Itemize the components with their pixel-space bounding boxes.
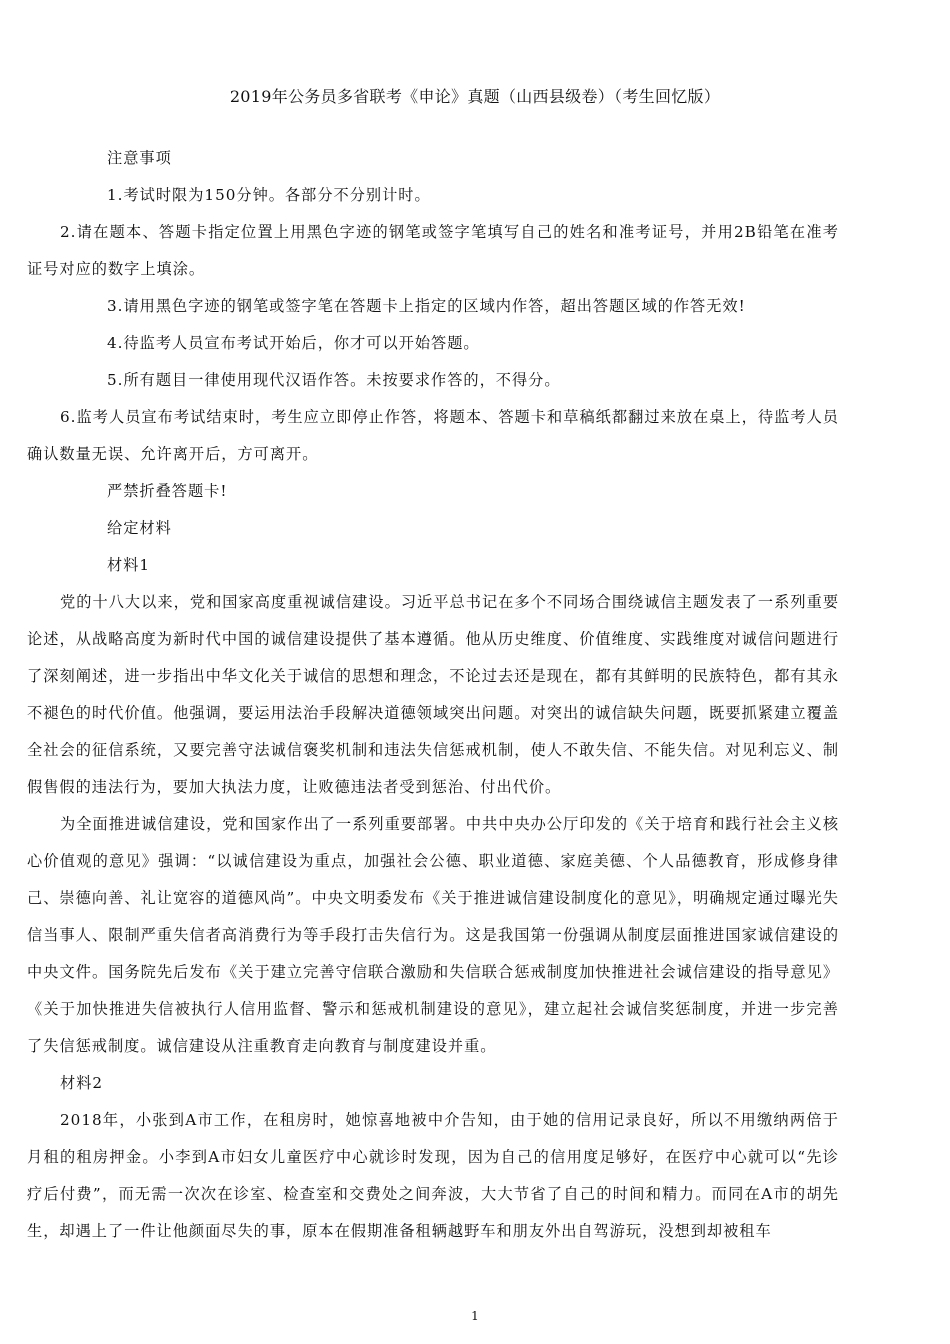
material2-paragraph: 2018年，小张到A市工作，在租房时，她惊喜地被中介告知，由于她的信用记录良好，所以不用缴纳两倍于月租的租房押金。小李到A市妇女儿童医疗中心就诊时发现，因为自己的信用度足够好，在医疗中心就可以“先诊疗后付费”，而无需一次次在诊室、检查室和交费处之间奔波，大大节省了自己的时间和精力。而同在A市的胡先生，却遇上了一件让他颜面尽失的事，原本在假期准备租辆越野车和朋友外出自驾游玩，没想到却被租车	[27, 1111, 839, 1240]
warning-text: 严禁折叠答题卡!	[107, 482, 228, 500]
notice-item: 6.监考人员宣布考试结束时，考生应立即停止作答，将题本、答题卡和草稿纸都翻过来放在桌上，待监考人员确认数量无误、允许离开后，方可离开。	[27, 408, 839, 463]
material1-paragraph: 为全面推进诚信建设，党和国家作出了一系列重要部署。中共中央办公厅印发的《关于培育和践行社会主义核心价值观的意见》强调：“以诚信建设为重点，加强社会公德、职业道德、家庭美德、个人品德教育，形成修身律己、崇德向善、礼让宽容的道德风尚”。中央文明委发布《关于推进诚信建设制度化的意见》，明确规定通过曝光失信当事人、限制严重失信者高消费行为等手段打击失信行为。这是我国第一份强调从制度层面推进国家诚信建设的中央文件。国务院先后发布《关于建立完善守信联合激励和失信联合惩戒制度加快推进社会诚信建设的指导意见》《关于加快推进失信被执行人信用监督、警示和惩戒机制建设的意见》，建立起社会诚信奖惩制度，并进一步完善了失信惩戒制度。诚信建设从注重教育走向教育与制度建设并重。	[27, 815, 839, 1055]
material2-heading: 材料2	[60, 1074, 104, 1092]
notice-item: 1.考试时限为150分钟。各部分不分别计时。	[107, 186, 431, 204]
notice-item: 3.请用黑色字迹的钢笔或签字笔在答题卡上指定的区域内作答，超出答题区域的作答无效!	[107, 297, 746, 315]
notice-heading: 注意事项	[107, 149, 172, 167]
document-title: 2019年公务员多省联考《申论》真题（山西县级卷）（考生回忆版）	[229, 87, 721, 106]
notice-item: 4.待监考人员宣布考试开始后，你才可以开始答题。	[107, 334, 480, 352]
notice-item: 2.请在题本、答题卡指定位置上用黑色字迹的钢笔或签字笔填写自己的姓名和准考证号，并用2B铅笔在准考证号对应的数字上填涂。	[27, 223, 839, 278]
material1-heading: 材料1	[107, 556, 151, 574]
notice-item: 5.所有题目一律使用现代汉语作答。未按要求作答的，不得分。	[107, 371, 561, 389]
document-body	[27, 140, 839, 1250]
material1-paragraph: 党的十八大以来，党和国家高度重视诚信建设。习近平总书记在多个不同场合围绕诚信主题发表了一系列重要论述，从战略高度为新时代中国的诚信建设提供了基本遵循。他从历史维度、价值维度、实践维度对诚信问题进行了深刻阐述，进一步指出中华文化关于诚信的思想和理念，不论过去还是现在，都有其鲜明的民族特色，都有其永不褪色的时代价值。他强调，要运用法治手段解决道德领域突出问题。对突出的诚信缺失问题，既要抓紧建立覆盖全社会的征信系统，又要完善守法诚信褒奖机制和违法失信惩戒机制，使人不敢失信、不能失信。对见利忘义、制假售假的违法行为，要加大执法力度，让败德违法者受到惩治、付出代价。	[27, 593, 839, 796]
materials-heading: 给定材料	[107, 519, 172, 537]
page-number: 1	[471, 1309, 479, 1323]
